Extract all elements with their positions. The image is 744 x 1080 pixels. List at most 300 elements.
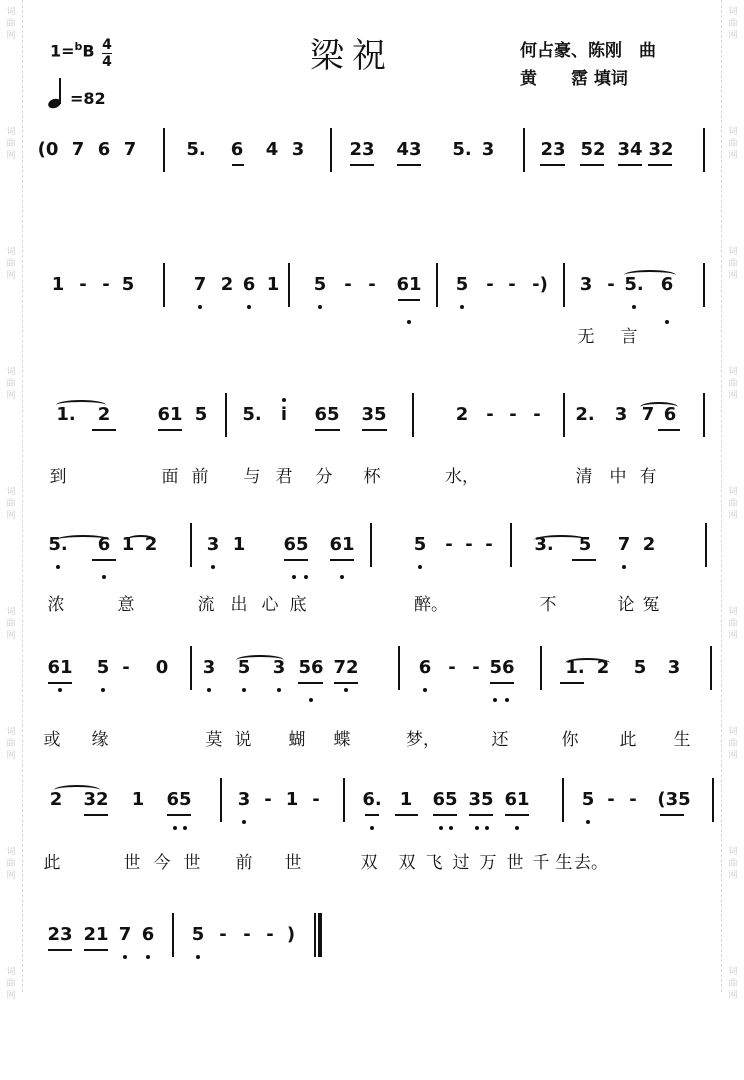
watermark-char: 词 — [6, 7, 16, 17]
underline-beam — [505, 814, 529, 816]
note: - — [102, 274, 110, 295]
time-signature-bottom: 4 — [102, 54, 112, 70]
note: 61 — [329, 534, 355, 555]
watermark-char: 曲 — [6, 259, 16, 269]
octave-dot-below — [173, 826, 177, 830]
underline-beam — [648, 164, 672, 166]
watermark-char: 词 — [6, 127, 16, 137]
lyric-char: 或 — [43, 730, 61, 750]
watermark-char: 网 — [728, 511, 738, 521]
barline — [330, 128, 332, 172]
tempo-marking — [48, 78, 106, 108]
underline-beam — [395, 814, 418, 816]
lyric-char: 还 — [491, 730, 509, 750]
octave-dot-below — [304, 575, 308, 579]
underline-beam — [48, 682, 72, 684]
octave-dot-below — [485, 826, 489, 830]
note: 7 — [641, 404, 655, 425]
watermark-char: 网 — [6, 31, 16, 41]
barline — [703, 393, 705, 437]
barline — [288, 263, 290, 307]
watermark-char: 网 — [6, 511, 16, 521]
lyric-char: 你 — [561, 730, 579, 750]
note: - — [509, 404, 517, 425]
lyric-char: 言 — [620, 327, 638, 347]
note: 3 — [237, 789, 251, 810]
barline — [540, 646, 542, 690]
lyric-char: 杯 — [363, 467, 381, 487]
watermark-char: 网 — [6, 991, 16, 1001]
underline-beam — [48, 949, 72, 951]
lyric-char: 蝴 — [288, 730, 306, 750]
lyric-char: 意 — [117, 595, 135, 615]
note: 61 — [396, 274, 422, 295]
barline — [705, 523, 707, 567]
note: 6 — [97, 534, 111, 555]
barline — [510, 523, 512, 567]
octave-dot-below — [475, 826, 479, 830]
lyric-char: 底 — [289, 595, 307, 615]
underline-beam — [572, 559, 596, 561]
underline-beam — [398, 299, 420, 301]
note: (35 — [657, 789, 691, 810]
note: - — [122, 657, 130, 678]
note: 3 — [579, 274, 593, 295]
note: - — [472, 657, 480, 678]
lyric-char: 不 — [539, 595, 557, 615]
watermark-char: 曲 — [6, 739, 16, 749]
note: 5 — [121, 274, 135, 295]
watermark-char: 网 — [728, 871, 738, 881]
note: 2 — [144, 534, 158, 555]
underline-beam — [397, 164, 421, 166]
octave-dot-below — [460, 305, 464, 309]
watermark-char: 网 — [6, 871, 16, 881]
octave-dot-below — [196, 955, 200, 959]
note: 6 — [663, 404, 677, 425]
lyric-char: 到 — [49, 467, 67, 487]
lyric-char: 君 — [275, 467, 293, 487]
watermark-char: 网 — [728, 151, 738, 161]
underline-beam — [92, 429, 116, 431]
watermark-char: 词 — [6, 247, 16, 257]
tie-slur — [640, 402, 678, 412]
time-signature — [102, 38, 112, 69]
lyric-char: 今 — [153, 853, 171, 873]
note: 1 — [266, 274, 280, 295]
octave-dot-below — [102, 575, 106, 579]
note: 1 — [51, 274, 65, 295]
watermark-strip-right — [721, 0, 744, 1001]
note: - — [344, 274, 352, 295]
note: 3 — [202, 657, 216, 678]
underline-beam — [158, 429, 182, 431]
lyric-char: 清 — [575, 467, 593, 487]
note: 1 — [232, 534, 246, 555]
note: 23 — [47, 924, 73, 945]
tie-slur — [56, 535, 110, 545]
note: 2 — [97, 404, 111, 425]
barline — [712, 778, 714, 822]
lyric-char: 前 — [235, 853, 253, 873]
note: 3 — [614, 404, 628, 425]
octave-dot-below — [439, 826, 443, 830]
underline-beam — [618, 164, 642, 166]
lyric-char: 双 — [360, 853, 378, 873]
note: 72 — [333, 657, 359, 678]
note: 65 — [166, 789, 192, 810]
note: 7 — [123, 139, 137, 160]
watermark-char: 词 — [6, 847, 16, 857]
underline-beam — [84, 949, 108, 951]
lyric-char: 蝶 — [333, 730, 351, 750]
watermark-char: 词 — [728, 967, 738, 977]
note: 5. — [48, 534, 68, 555]
note: 6. — [362, 789, 382, 810]
watermark-char: 网 — [728, 751, 738, 761]
watermark-char: 曲 — [6, 19, 16, 29]
octave-dot-below — [277, 688, 281, 692]
note: 2 — [455, 404, 469, 425]
note: 61 — [47, 657, 73, 678]
note: - — [508, 274, 516, 295]
note: 61 — [504, 789, 530, 810]
composer-credit: 何占豪、陈刚 曲 — [520, 41, 656, 61]
watermark-char: 网 — [728, 631, 738, 641]
lyric-char: 有 — [639, 467, 657, 487]
octave-dot-below — [622, 565, 626, 569]
octave-dot-below — [101, 688, 105, 692]
watermark-char: 曲 — [6, 139, 16, 149]
time-signature-top: 4 — [102, 37, 112, 53]
watermark-char: 曲 — [728, 19, 738, 29]
note: 5 — [194, 404, 208, 425]
watermark-char: 网 — [6, 151, 16, 161]
note: 35 — [361, 404, 387, 425]
octave-dot-below — [423, 688, 427, 692]
note: 2. — [575, 404, 595, 425]
key-signature: 1=$^b$B — [50, 40, 95, 61]
note: - — [445, 534, 453, 555]
barline — [163, 128, 165, 172]
watermark-char: 词 — [6, 967, 16, 977]
note: -) — [532, 274, 548, 295]
tie-slur — [236, 655, 284, 665]
note: - — [629, 789, 637, 810]
barline — [319, 913, 321, 957]
note: 4 — [265, 139, 279, 160]
underline-beam — [84, 814, 108, 816]
octave-dot-below — [493, 698, 497, 702]
song-title: 梁祝 — [310, 36, 394, 76]
note: i — [280, 404, 288, 425]
note: 43 — [396, 139, 422, 160]
underline-beam — [660, 814, 684, 816]
watermark-char: 词 — [728, 247, 738, 257]
octave-dot-below — [340, 575, 344, 579]
watermark-char: 曲 — [6, 979, 16, 989]
watermark-strip-left — [0, 0, 23, 1001]
note: 21 — [83, 924, 109, 945]
note: - — [607, 274, 615, 295]
watermark-char: 词 — [6, 487, 16, 497]
tie-slur — [565, 658, 610, 668]
barline — [343, 778, 345, 822]
underline-beam — [167, 814, 191, 816]
note: 6 — [418, 657, 432, 678]
note: 1. — [565, 657, 585, 678]
lyric-char: 梦， — [406, 730, 440, 750]
note: 52 — [580, 139, 606, 160]
watermark-char: 网 — [728, 991, 738, 1001]
lyric-char: 世 — [506, 853, 524, 873]
underline-beam — [365, 814, 379, 816]
note: 5 — [413, 534, 427, 555]
underline-beam — [315, 429, 340, 431]
note: 23 — [349, 139, 375, 160]
lyric-char: 生 — [673, 730, 691, 750]
lyric-char: 去。 — [574, 853, 608, 873]
note: ) — [286, 924, 296, 945]
note: 1 — [399, 789, 413, 810]
lyric-char: 面 — [161, 467, 179, 487]
underline-beam — [490, 682, 514, 684]
underline-beam — [350, 164, 374, 166]
barline — [703, 263, 705, 307]
tie-slur — [126, 535, 156, 545]
watermark-char: 词 — [6, 367, 16, 377]
note: 7 — [617, 534, 631, 555]
barline — [563, 263, 565, 307]
lyric-char: 缘 — [91, 730, 109, 750]
note: 6 — [230, 139, 244, 160]
note: 5 — [633, 657, 647, 678]
note: - — [79, 274, 87, 295]
underline-beam — [580, 164, 604, 166]
octave-dot-below — [407, 320, 411, 324]
note: 3 — [206, 534, 220, 555]
note: 5. — [242, 404, 262, 425]
note: - — [312, 789, 320, 810]
watermark-char: 词 — [728, 7, 738, 17]
octave-dot-below — [242, 820, 246, 824]
quarter-note-icon — [48, 78, 70, 108]
octave-dot-below — [58, 688, 62, 692]
lyric-char: 前 — [191, 467, 209, 487]
note: - — [533, 404, 541, 425]
octave-dot-below — [632, 305, 636, 309]
note: 3 — [667, 657, 681, 678]
lyric-char: 中 — [609, 467, 627, 487]
note: 34 — [617, 139, 643, 160]
tempo-value: =82 — [70, 89, 106, 108]
note: - — [486, 274, 494, 295]
note: 1. — [56, 404, 76, 425]
barline — [190, 523, 192, 567]
final-barline — [318, 913, 322, 957]
lyric-char: 冤 — [642, 595, 660, 615]
octave-dot-below — [665, 320, 669, 324]
underline-beam — [334, 682, 358, 684]
octave-dot-below — [292, 575, 296, 579]
lyric-char: 生 — [555, 853, 573, 873]
note: - — [485, 534, 493, 555]
note: - — [243, 924, 251, 945]
lyric-char: 水， — [445, 467, 479, 487]
watermark-char: 曲 — [6, 499, 16, 509]
barline — [190, 646, 192, 690]
watermark-char: 网 — [6, 751, 16, 761]
watermark-char: 曲 — [728, 499, 738, 509]
note: 6 — [660, 274, 674, 295]
watermark-char: 网 — [6, 631, 16, 641]
lyric-char: 莫 — [205, 730, 223, 750]
octave-dot-below — [418, 565, 422, 569]
octave-dot-below — [211, 565, 215, 569]
note: 6 — [242, 274, 256, 295]
note: 5 — [455, 274, 469, 295]
lyric-char: 此 — [619, 730, 637, 750]
tie-slur — [56, 400, 106, 410]
lyric-char: 分 — [315, 467, 333, 487]
note: 1 — [285, 789, 299, 810]
octave-dot-below — [449, 826, 453, 830]
lyric-char: 心 — [261, 595, 279, 615]
lyric-char: 出 — [230, 595, 248, 615]
lyric-char: 此 — [43, 853, 61, 873]
barline — [412, 393, 414, 437]
lyric-char: 说 — [234, 730, 252, 750]
note: 7 — [118, 924, 132, 945]
watermark-char: 网 — [6, 391, 16, 401]
note: 3. — [534, 534, 554, 555]
note: 3 — [272, 657, 286, 678]
octave-dot-below — [123, 955, 127, 959]
note: 5 — [237, 657, 251, 678]
note: 3 — [291, 139, 305, 160]
barline — [225, 393, 227, 437]
underline-beam — [658, 429, 680, 431]
note: - — [368, 274, 376, 295]
note: 0 — [155, 657, 169, 678]
watermark-char: 词 — [728, 487, 738, 497]
watermark-char: 词 — [728, 367, 738, 377]
watermark-char: 词 — [6, 607, 16, 617]
note: - — [607, 789, 615, 810]
note: 5. — [186, 139, 206, 160]
octave-dot-below — [242, 688, 246, 692]
barline — [370, 523, 372, 567]
barline — [563, 393, 565, 437]
note: 2 — [596, 657, 610, 678]
watermark-char: 曲 — [728, 139, 738, 149]
octave-dot-below — [309, 698, 313, 702]
underline-beam — [560, 682, 584, 684]
barline — [436, 263, 438, 307]
octave-dot-below — [56, 565, 60, 569]
note: 5 — [313, 274, 327, 295]
watermark-char: 网 — [6, 271, 16, 281]
note: 3 — [481, 139, 495, 160]
lyric-char: 世 — [183, 853, 201, 873]
note: 7 — [71, 139, 85, 160]
lyric-char: 千 — [532, 853, 550, 873]
watermark-char: 网 — [728, 31, 738, 41]
barline — [398, 646, 400, 690]
octave-dot-below — [505, 698, 509, 702]
watermark-char: 曲 — [728, 259, 738, 269]
note: 2 — [220, 274, 234, 295]
underline-beam — [540, 164, 565, 166]
note: - — [486, 404, 494, 425]
watermark-char: 词 — [728, 727, 738, 737]
note: 5. — [624, 274, 644, 295]
note: 7 — [193, 274, 207, 295]
lyric-char: 双 — [398, 853, 416, 873]
note: 5. — [452, 139, 472, 160]
note: - — [465, 534, 473, 555]
note: (0 — [37, 139, 59, 160]
note: 5 — [578, 534, 592, 555]
watermark-char: 网 — [728, 271, 738, 281]
octave-dot-below — [318, 305, 322, 309]
underline-beam — [433, 814, 457, 816]
note: 5 — [191, 924, 205, 945]
barline — [523, 128, 525, 172]
lyric-char: 世 — [123, 853, 141, 873]
watermark-char: 曲 — [6, 859, 16, 869]
note: 6 — [141, 924, 155, 945]
lyric-char: 浓 — [47, 595, 65, 615]
barline — [562, 778, 564, 822]
octave-dot-below — [146, 955, 150, 959]
octave-dot-below — [183, 826, 187, 830]
underline-beam — [92, 559, 116, 561]
watermark-char: 网 — [728, 391, 738, 401]
watermark-char: 曲 — [6, 379, 16, 389]
lyric-char: 醉。 — [414, 595, 448, 615]
note: 23 — [540, 139, 566, 160]
barline — [220, 778, 222, 822]
octave-dot-below — [207, 688, 211, 692]
note: - — [264, 789, 272, 810]
watermark-char: 词 — [728, 607, 738, 617]
note: 2 — [642, 534, 656, 555]
barline — [163, 263, 165, 307]
octave-dot-below — [370, 826, 374, 830]
tie-slur — [534, 535, 588, 545]
note: 61 — [157, 404, 183, 425]
tie-slur — [624, 270, 676, 280]
watermark-char: 词 — [6, 727, 16, 737]
octave-dot-below — [344, 688, 348, 692]
underline-beam — [469, 814, 493, 816]
barline — [314, 913, 316, 957]
underline-beam — [330, 559, 354, 561]
note: 32 — [83, 789, 109, 810]
note: 56 — [298, 657, 324, 678]
octave-dot-below — [515, 826, 519, 830]
octave-dot-above — [282, 398, 286, 402]
barline — [710, 646, 712, 690]
note: - — [219, 924, 227, 945]
watermark-char: 曲 — [728, 859, 738, 869]
watermark-char: 词 — [728, 127, 738, 137]
note: 32 — [648, 139, 674, 160]
watermark-char: 曲 — [728, 379, 738, 389]
lyric-char: 飞 — [425, 853, 443, 873]
lyricist-credit: 黄 霑 填词 — [520, 69, 628, 89]
